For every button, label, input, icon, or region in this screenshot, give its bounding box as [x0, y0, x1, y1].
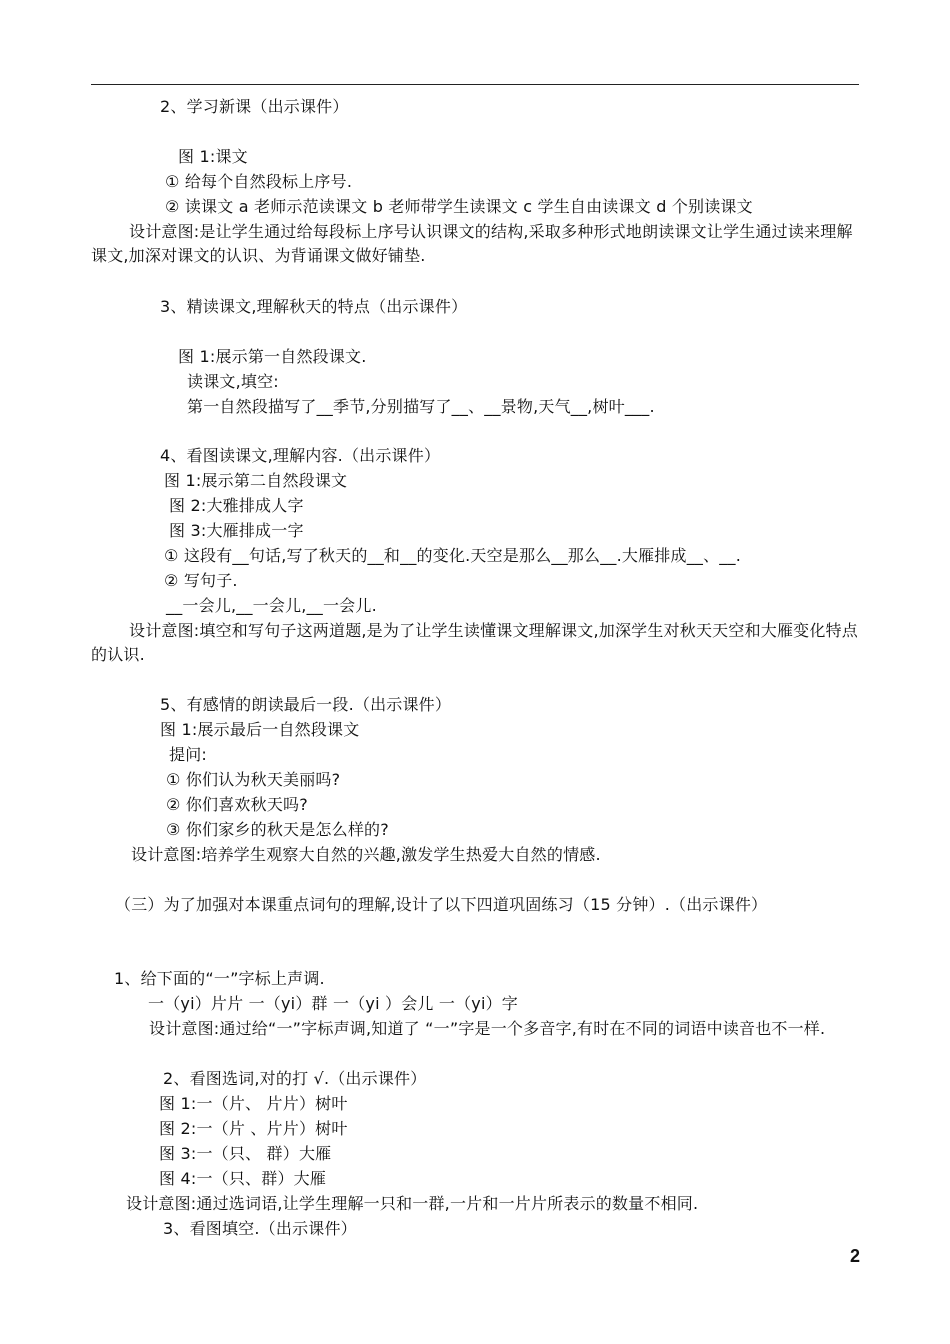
text-line: 一（yi）片片 一（yi）群 一（yi ）会儿 一（yi）字 [148, 994, 519, 1013]
section-heading: 4、看图读课文,理解内容.（出示课件） [160, 446, 441, 465]
text-line: ② 你们喜欢秋天吗? [166, 795, 308, 814]
text-line: 提问: [169, 745, 207, 764]
text-line: ③ 你们家乡的秋天是怎么样的? [166, 820, 389, 839]
text-line: 图 4:一（只、群）大雁 [159, 1169, 327, 1188]
text-line: 图 1:展示第二自然段课文 [164, 471, 348, 490]
section-heading: 5、有感情的朗读最后一段.（出示课件） [160, 695, 452, 714]
text-line: ① 你们认为秋天美丽吗? [166, 770, 341, 789]
section-heading: 3、看图填空.（出示课件） [163, 1219, 357, 1238]
design-intent: 设计意图:通过选词语,让学生理解一只和一群,一片和一片片所表示的数量不相同. [126, 1194, 699, 1213]
text-line: 图 1:课文 [178, 147, 248, 166]
design-intent: 设计意图:是让学生通过给每段标上序号认识课文的结构,采取多种形式地朗读课文让学生通过读来理解课文,加深对课文的认识、为背诵课文做好铺垫. [91, 222, 853, 265]
text-line: 图 2:大雅排成人字 [169, 496, 304, 515]
text-line: 图 1:展示最后一自然段课文 [160, 720, 360, 739]
text-line: ① 这段有__句话,写了秋天的__和__的变化.天空是那么__那么__.大雁排成__、__. [164, 546, 741, 565]
text-line: __一会儿,__一会儿,__一会儿. [166, 596, 377, 615]
section-heading: （三）为了加强对本课重点词句的理解,设计了以下四道巩固练习（15 分钟）.（出示课件） [115, 895, 768, 914]
section-heading: 3、精读课文,理解秋天的特点（出示课件） [160, 297, 468, 316]
text-line: 图 3:大雁排成一字 [169, 521, 304, 540]
text-line: 图 3:一（只、 群）大雁 [159, 1144, 332, 1163]
text-line: 图 1:一（片、 片片）树叶 [159, 1094, 348, 1113]
section-heading: 2、学习新课（出示课件） [160, 97, 349, 116]
text-line: 第一自然段描写了__季节,分别描写了__、__景物,天气__,树叶___. [187, 397, 655, 416]
design-intent: 设计意图:培养学生观察大自然的兴趣,激发学生热爱大自然的情感. [131, 845, 601, 864]
text-line: ② 写句子. [164, 571, 238, 590]
text-line: 图 2:一（片 、片片）树叶 [159, 1119, 348, 1138]
text-line: ① 给每个自然段标上序号. [165, 172, 353, 191]
text-line: 图 1:展示第一自然段课文. [178, 347, 367, 366]
text-line: ② 读课文 a 老师示范读课文 b 老师带学生读课文 c 学生自由读课文 d 个别读课文 [165, 197, 753, 216]
section-heading: 1、给下面的“一”字标上声调. [114, 969, 325, 988]
page-number: 2 [849, 1246, 860, 1266]
section-heading: 2、看图选词,对的打 √.（出示课件） [163, 1069, 427, 1088]
text-line: 读课文,填空: [187, 372, 279, 391]
design-intent: 设计意图:填空和写句子这两道题,是为了让学生读懂课文理解课文,加深学生对秋天天空和大雁变化特点的认识. [91, 621, 858, 664]
header-rule [91, 84, 859, 85]
design-intent: 设计意图:通过给“一”字标声调,知道了 “一”字是一个多音字,有时在不同的词语中读音也不一样. [149, 1019, 826, 1038]
